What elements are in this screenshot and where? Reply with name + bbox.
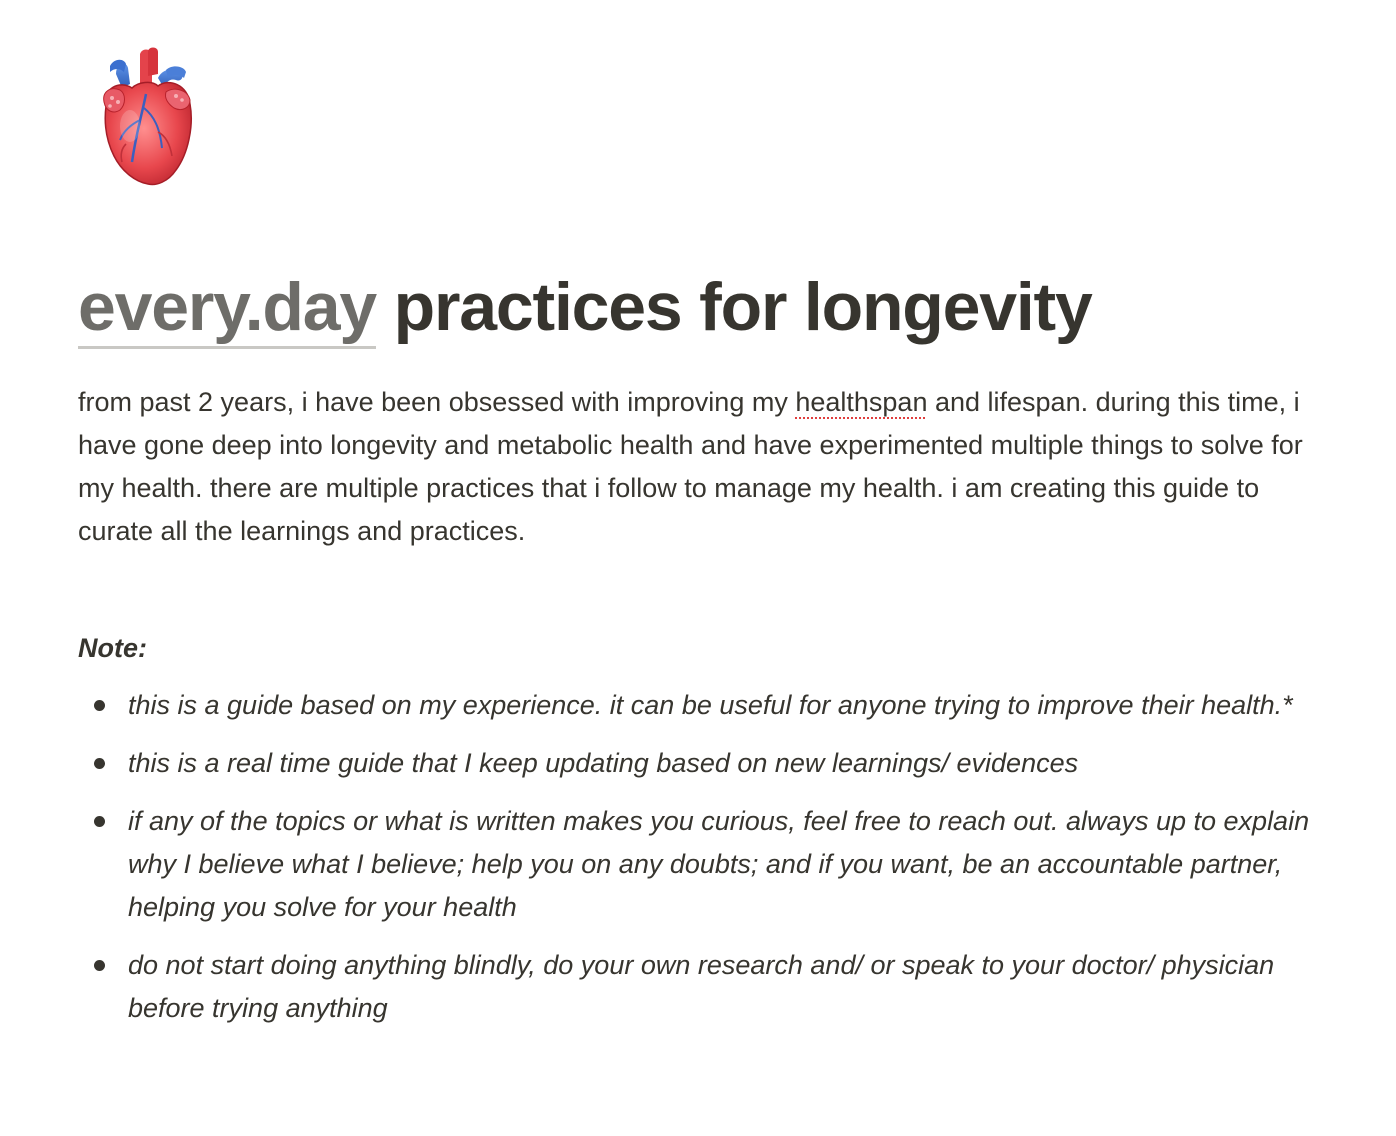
- list-item: [78, 944, 1340, 1030]
- page-title: [78, 262, 1092, 352]
- list-item: [78, 742, 1340, 785]
- bullet-icon: [94, 700, 105, 711]
- bullet-icon: [94, 816, 105, 827]
- intro-text-end: and lifespan. during this time, i have gone deep into longevity and metabolic health and have experimented multiple things to solve for my health. there are multiple practices that i follow to manage my health. i am creating this guide to curate all the learnings and practices.: [78, 387, 1303, 546]
- title-text: practices for longevity: [375, 269, 1092, 345]
- notes-list: [78, 684, 1340, 1045]
- list-item-text: this is a real time guide that I keep updating based on new learnings/ evidences: [128, 748, 1079, 778]
- note-label: Note:: [78, 633, 147, 663]
- misspelled-word: healthspan: [795, 387, 928, 417]
- bullet-icon: [94, 960, 105, 971]
- list-item-text: if any of the topics or what is written makes you curious, feel free to reach out. always up to explain why I believe what I believe; help you on any doubts; and if you want, be an accountable partner, helping you solve for your health: [128, 806, 1310, 922]
- list-item: [78, 800, 1340, 929]
- list-item-text: do not start doing anything blindly, do your own research and/ or speak to your doctor/ physician before trying anything: [128, 950, 1275, 1023]
- title-link[interactable]: every.day: [78, 268, 376, 349]
- anatomical-heart-icon[interactable]: [96, 44, 200, 188]
- intro-paragraph: [78, 381, 1340, 553]
- intro-text-start: from past 2 years, i have been obsessed with improving my: [78, 387, 796, 417]
- bullet-icon: [94, 758, 105, 769]
- list-item: [78, 684, 1340, 727]
- list-item-text: this is a guide based on my experience. it can be useful for anyone trying to improve their health.*: [128, 690, 1293, 720]
